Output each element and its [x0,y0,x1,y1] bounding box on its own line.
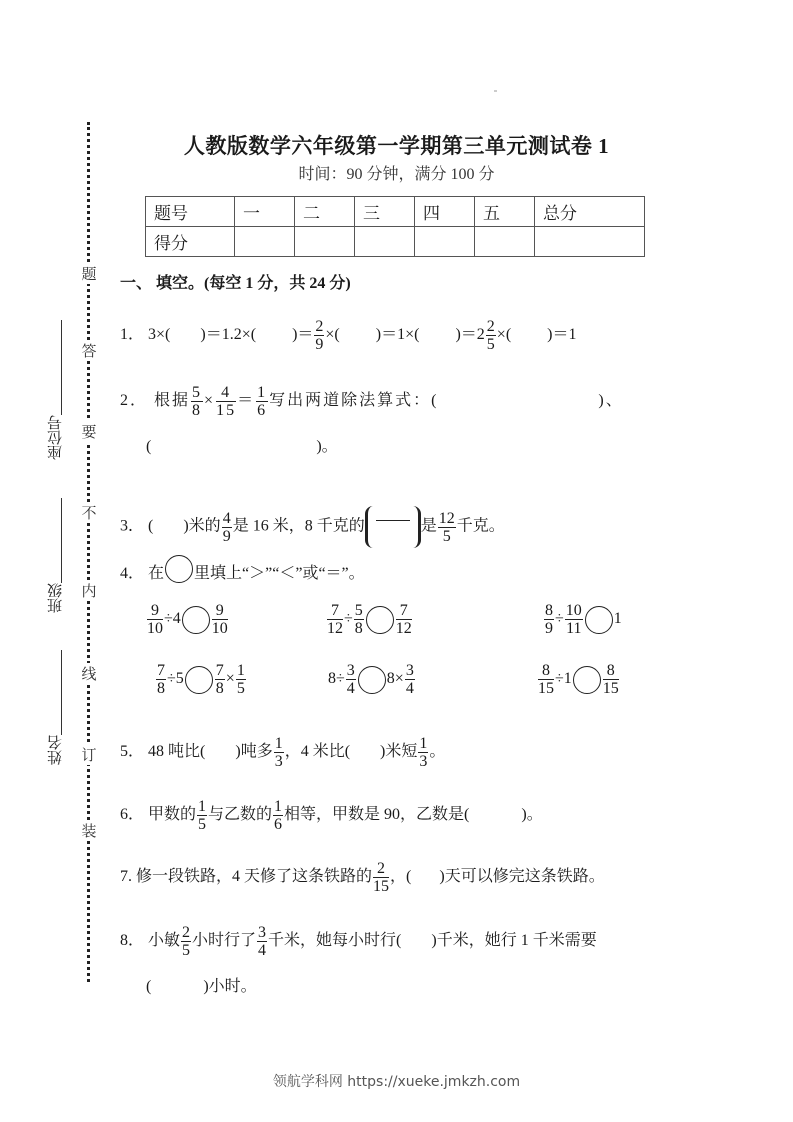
text: 甲数的 [148,806,197,824]
text: 。 [429,743,446,761]
header-cell-section-3: 三 [355,197,415,227]
text: 48 吨比( [148,743,206,761]
fraction: $\frac{4}{9}$ [222,509,231,545]
score-row-label: 得分 [146,227,235,257]
question-number: 4． [120,565,145,582]
question-number: 1． [120,326,145,344]
question-number: 3． [120,517,145,535]
question-8 [120,924,597,959]
text: 小敏 [148,932,181,950]
header-cell-total: 总分 [535,197,645,227]
seal-char: 题 [80,263,98,284]
compare-circle[interactable] [585,606,613,634]
fraction: $\frac{2}{15}$ [373,860,390,895]
fraction: $\frac{1}{3}$ [274,735,283,770]
score-table [145,196,645,257]
seal-char: 装 [80,820,98,841]
fraction: $\frac{3}{4}$ [258,924,267,959]
text: ，( [390,868,412,886]
text: 3×( [148,326,171,344]
text: ＝ [237,392,256,410]
fraction: $\frac{1}{6}$ [274,798,283,833]
text: ( [146,438,152,455]
score-cell-5[interactable] [475,227,535,257]
text: )。 [521,806,543,824]
text: )天可以修完这条铁路。 [439,868,605,886]
text: )＝1 [547,326,577,344]
comparison-item: $\frac{7}{12}$ ÷ $\frac{5}{8}$ $\frac{7}{12}$ [327,602,412,637]
seal-char: 线 [80,663,98,684]
question-2 [120,384,624,419]
class-label: 班级 [48,583,64,613]
text: 根据 [154,392,191,410]
text: × [204,392,216,410]
compare-circle[interactable] [185,666,213,694]
text: ×( [496,326,512,344]
text: 千米，她每小时行( [268,932,402,950]
text: )＝2 [455,326,485,344]
fraction: $\frac{1}{6}$ [257,384,268,419]
seal-char: 要 [80,421,98,442]
comparison-item: $\frac{7}{8}$ ÷5 $\frac{7}{8}$ × $\frac{1}{5}$ [157,662,245,697]
comparison-item: $\frac{8}{9}$ ÷ $\frac{10}{11}$ 1 [545,602,622,637]
text: 相等，甲数是 90，乙数是( [284,806,470,824]
text: 里填上“＞”“＜”或“＝”。 [194,565,365,582]
question-number: 2． [120,392,149,410]
name-blank[interactable] [61,650,62,735]
fraction: $\frac{4}{15}$ [216,384,237,419]
footer-watermark: 领航学科网 https://xueke.jmkzh.com [272,1074,521,1090]
header-cell-section-4: 四 [415,197,475,227]
header-cell-section-2: 二 [295,197,355,227]
question-4 [120,564,365,584]
text: 在 [148,565,165,582]
fraction: $\frac{2}{9}$ [315,318,324,353]
fraction-answer-box[interactable] [365,506,421,548]
exam-time-info: 时间：90 分钟，满分 100 分 [298,166,495,183]
compare-circle[interactable] [182,606,210,634]
circle-icon [165,555,193,583]
text: ，4 米比( [284,743,351,761]
text: )、 [598,392,624,410]
score-table-score-row [146,227,645,257]
fraction: $\frac{1}{3}$ [419,735,428,770]
question-5 [120,735,445,770]
score-cell-4[interactable] [415,227,475,257]
seat-number-blank[interactable] [61,320,62,415]
score-table-header-row [146,197,645,227]
section-1-heading: 一、 填空。(每空 1 分，共 24 分) [120,275,351,292]
fraction: $\frac{12}{5}$ [438,509,455,545]
text: )＝1.2×( [200,326,257,344]
text: )＝1×( [375,326,420,344]
text: 千克。 [456,517,505,535]
comparison-item: $\frac{9}{10}$ ÷4 $\frac{9}{10}$ [147,602,228,637]
question-number: 7. [120,868,132,886]
question-3 [120,506,505,548]
text: ( [146,978,152,995]
fraction: $\frac{2}{5}$ [182,924,191,959]
question-8-line-2 [146,977,257,997]
score-cell-1[interactable] [235,227,295,257]
page-title: 人教版数学六年级第一学期第三单元测试卷 1 [183,134,610,158]
name-label: 姓名 [48,735,64,765]
question-1 [120,318,577,353]
compare-circle[interactable] [358,666,386,694]
seal-char: 订 [80,744,98,765]
header-cell-section-5: 五 [475,197,535,227]
question-7 [120,860,605,895]
score-cell-total[interactable] [535,227,645,257]
text: 写出两道除法算式：( [269,392,439,410]
fraction: $\frac{1}{5}$ [198,798,207,833]
fraction: $\frac{5}{8}$ [192,384,203,419]
seal-char: 答 [80,340,98,361]
text: 是 16 米，8 千克的 [232,517,365,535]
fraction: $\frac{2}{5}$ [486,318,495,353]
text: )米的 [183,517,221,535]
question-2-line-2 [146,437,338,457]
seat-number-label: 座位号 [48,415,64,460]
text: )米短 [380,743,418,761]
text: )。 [316,438,338,455]
question-number: 8． [120,932,145,950]
text: )＝ [292,326,314,344]
binding-dotted-line [87,122,90,982]
header-cell-section-1: 一 [235,197,295,227]
header-cell-question-number: 题号 [146,197,235,227]
text: 与乙数的 [208,806,273,824]
scan-artifact [494,90,497,92]
text: ( [148,517,154,535]
text: )千米，她行 1 千米需要 [431,932,597,950]
text: 修一段铁路，4 天修了这条铁路的 [136,868,373,886]
question-number: 6． [120,806,145,824]
question-6 [120,798,543,833]
compare-circle[interactable] [573,666,601,694]
seal-char: 不 [80,502,98,523]
comparison-item: 8÷ $\frac{3}{4}$ 8× $\frac{3}{4}$ [328,662,414,697]
text: )小时。 [203,978,257,995]
comparison-item: $\frac{8}{15}$ ÷1 $\frac{8}{15}$ [538,662,619,697]
seal-char: 内 [80,580,98,601]
compare-circle[interactable] [366,606,394,634]
question-number: 5． [120,743,145,761]
text: ×( [325,326,340,344]
text: 是 [420,517,437,535]
text: 小时行了 [192,932,257,950]
text: )吨多 [235,743,273,761]
score-cell-3[interactable] [355,227,415,257]
score-cell-2[interactable] [295,227,355,257]
class-blank[interactable] [61,498,62,583]
